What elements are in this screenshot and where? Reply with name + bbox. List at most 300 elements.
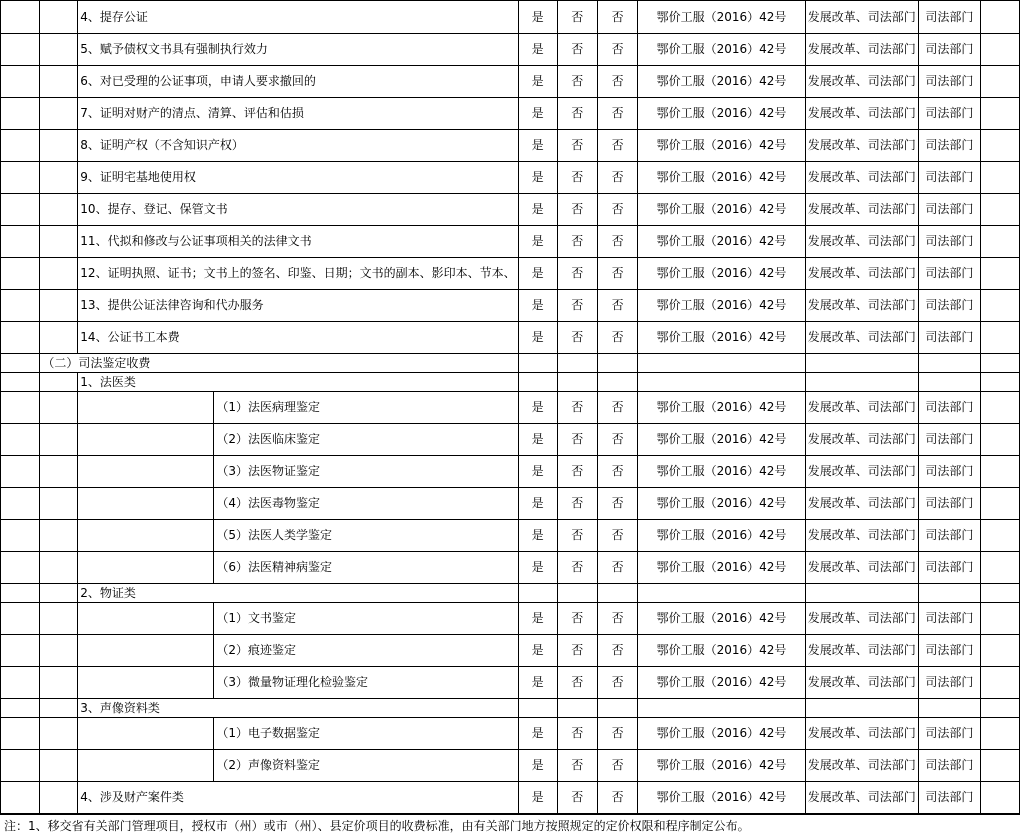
empty-cell <box>1 130 40 162</box>
yes-cell: 是 <box>518 718 557 750</box>
empty-cell <box>981 1 1020 34</box>
no-cell: 否 <box>557 603 597 635</box>
empty-cell <box>805 699 918 718</box>
empty-cell <box>1 226 40 258</box>
empty-cell <box>981 718 1020 750</box>
dept-cell: 司法部门 <box>918 322 980 354</box>
empty-cell <box>78 603 214 635</box>
empty-cell <box>1 354 40 373</box>
doc-cell: 鄂价工服（2016）42号 <box>638 424 805 456</box>
no-cell: 否 <box>597 66 638 98</box>
dept-cell: 发展改革、司法部门 <box>805 750 918 782</box>
empty-cell <box>1 322 40 354</box>
table-row <box>1 392 1020 424</box>
empty-cell <box>40 635 78 667</box>
empty-cell <box>981 290 1020 322</box>
empty-cell <box>918 354 980 373</box>
item-name: 14、公证书工本费 <box>78 322 518 354</box>
table-row <box>1 226 1020 258</box>
item-name: （2）声像资料鉴定 <box>214 750 518 782</box>
dept-cell: 发展改革、司法部门 <box>805 456 918 488</box>
empty-cell <box>40 322 78 354</box>
empty-cell <box>1 667 40 699</box>
table-row <box>1 488 1020 520</box>
item-name: （6）法医精神病鉴定 <box>214 552 518 584</box>
empty-cell <box>78 750 214 782</box>
doc-cell: 鄂价工服（2016）42号 <box>638 1 805 34</box>
item-name: 8、证明产权（不含知识产权） <box>78 130 518 162</box>
yes-cell: 是 <box>518 635 557 667</box>
no-cell: 否 <box>557 322 597 354</box>
empty-cell <box>981 424 1020 456</box>
doc-cell: 鄂价工服（2016）42号 <box>638 34 805 66</box>
no-cell: 否 <box>557 635 597 667</box>
table-row <box>1 98 1020 130</box>
footnote: 注：1、移交省有关部门管理项目，授权市（州）或市（州）、县定价项目的收费标准，由有关部门地方按照规定的定价权限和程序制定公布。 <box>0 814 1020 836</box>
empty-cell <box>1 584 40 603</box>
empty-cell <box>1 603 40 635</box>
empty-cell <box>981 699 1020 718</box>
doc-cell: 鄂价工服（2016）42号 <box>638 718 805 750</box>
doc-cell: 鄂价工服（2016）42号 <box>638 322 805 354</box>
empty-cell <box>78 520 214 552</box>
dept-cell: 司法部门 <box>918 750 980 782</box>
empty-cell <box>78 718 214 750</box>
dept-cell: 发展改革、司法部门 <box>805 782 918 814</box>
dept-cell: 发展改革、司法部门 <box>805 98 918 130</box>
empty-cell <box>981 635 1020 667</box>
yes-cell: 是 <box>518 226 557 258</box>
item-name: 6、对已受理的公证事项，申请人要求撤回的 <box>78 66 518 98</box>
dept-cell: 司法部门 <box>918 226 980 258</box>
item-name: （1）文书鉴定 <box>214 603 518 635</box>
yes-cell: 是 <box>518 782 557 814</box>
empty-cell <box>981 194 1020 226</box>
empty-cell <box>981 520 1020 552</box>
dept-cell: 发展改革、司法部门 <box>805 392 918 424</box>
empty-cell <box>981 488 1020 520</box>
item-name: 10、提存、登记、保管文书 <box>78 194 518 226</box>
dept-cell: 发展改革、司法部门 <box>805 258 918 290</box>
no-cell: 否 <box>557 258 597 290</box>
empty-cell <box>557 373 597 392</box>
item-name: （1）电子数据鉴定 <box>214 718 518 750</box>
empty-cell <box>981 258 1020 290</box>
item-name: （2）法医临床鉴定 <box>214 424 518 456</box>
no-cell: 否 <box>597 520 638 552</box>
no-cell: 否 <box>557 552 597 584</box>
table-row <box>1 130 1020 162</box>
empty-cell <box>78 456 214 488</box>
yes-cell: 是 <box>518 1 557 34</box>
empty-cell <box>918 373 980 392</box>
empty-cell <box>597 584 638 603</box>
table-row <box>1 162 1020 194</box>
empty-cell <box>805 373 918 392</box>
empty-cell <box>40 226 78 258</box>
yes-cell: 是 <box>518 162 557 194</box>
empty-cell <box>40 66 78 98</box>
yes-cell: 是 <box>518 552 557 584</box>
table-row <box>1 520 1020 552</box>
empty-cell <box>40 162 78 194</box>
dept-cell: 司法部门 <box>918 603 980 635</box>
yes-cell: 是 <box>518 194 557 226</box>
yes-cell: 是 <box>518 34 557 66</box>
empty-cell <box>981 98 1020 130</box>
item-name: 11、代拟和修改与公证事项相关的法律文书 <box>78 226 518 258</box>
empty-cell <box>638 584 805 603</box>
empty-cell <box>40 258 78 290</box>
item-name: （5）法医人类学鉴定 <box>214 520 518 552</box>
empty-cell <box>1 718 40 750</box>
doc-cell: 鄂价工服（2016）42号 <box>638 603 805 635</box>
empty-cell <box>40 424 78 456</box>
section-row <box>1 373 1020 392</box>
empty-cell <box>805 584 918 603</box>
empty-cell <box>518 699 557 718</box>
item-name: 12、证明执照、证书；文书上的签名、印鉴、日期；文书的副本、影印本、节本、 <box>78 258 518 290</box>
fee-table-body <box>1 1 1020 814</box>
no-cell: 否 <box>597 34 638 66</box>
table-row <box>1 635 1020 667</box>
empty-cell <box>40 98 78 130</box>
dept-cell: 司法部门 <box>918 258 980 290</box>
dept-cell: 发展改革、司法部门 <box>805 424 918 456</box>
yes-cell: 是 <box>518 290 557 322</box>
empty-cell <box>597 699 638 718</box>
item-name: 5、赋予债权文书具有强制执行效力 <box>78 34 518 66</box>
no-cell: 否 <box>557 98 597 130</box>
empty-cell <box>40 782 78 814</box>
no-cell: 否 <box>597 424 638 456</box>
table-row <box>1 552 1020 584</box>
empty-cell <box>597 354 638 373</box>
doc-cell: 鄂价工服（2016）42号 <box>638 194 805 226</box>
empty-cell <box>518 373 557 392</box>
dept-cell: 司法部门 <box>918 290 980 322</box>
empty-cell <box>1 699 40 718</box>
empty-cell <box>40 603 78 635</box>
empty-cell <box>40 392 78 424</box>
dept-cell: 司法部门 <box>918 66 980 98</box>
empty-cell <box>981 456 1020 488</box>
doc-cell: 鄂价工服（2016）42号 <box>638 750 805 782</box>
empty-cell <box>981 162 1020 194</box>
no-cell: 否 <box>597 258 638 290</box>
no-cell: 否 <box>597 718 638 750</box>
empty-cell <box>78 424 214 456</box>
no-cell: 否 <box>597 750 638 782</box>
empty-cell <box>981 322 1020 354</box>
dept-cell: 发展改革、司法部门 <box>805 130 918 162</box>
empty-cell <box>518 584 557 603</box>
empty-cell <box>981 130 1020 162</box>
doc-cell: 鄂价工服（2016）42号 <box>638 98 805 130</box>
no-cell: 否 <box>557 66 597 98</box>
empty-cell <box>1 258 40 290</box>
dept-cell: 发展改革、司法部门 <box>805 488 918 520</box>
table-row <box>1 290 1020 322</box>
empty-cell <box>1 98 40 130</box>
dept-cell: 发展改革、司法部门 <box>805 1 918 34</box>
empty-cell <box>1 1 40 34</box>
no-cell: 否 <box>557 488 597 520</box>
table-row <box>1 34 1020 66</box>
dept-cell: 司法部门 <box>918 34 980 66</box>
doc-cell: 鄂价工服（2016）42号 <box>638 635 805 667</box>
no-cell: 否 <box>557 226 597 258</box>
item-name: 7、证明对财产的清点、清算、评估和估损 <box>78 98 518 130</box>
yes-cell: 是 <box>518 258 557 290</box>
no-cell: 否 <box>557 34 597 66</box>
item-name: （1）法医病理鉴定 <box>214 392 518 424</box>
no-cell: 否 <box>557 424 597 456</box>
empty-cell <box>1 635 40 667</box>
empty-cell <box>40 699 78 718</box>
no-cell: 否 <box>597 322 638 354</box>
empty-cell <box>597 373 638 392</box>
section-title: （二）司法鉴定收费 <box>40 354 518 373</box>
doc-cell: 鄂价工服（2016）42号 <box>638 520 805 552</box>
yes-cell: 是 <box>518 424 557 456</box>
empty-cell <box>40 290 78 322</box>
doc-cell: 鄂价工服（2016）42号 <box>638 226 805 258</box>
empty-cell <box>1 34 40 66</box>
doc-cell: 鄂价工服（2016）42号 <box>638 392 805 424</box>
empty-cell <box>1 488 40 520</box>
dept-cell: 司法部门 <box>918 782 980 814</box>
yes-cell: 是 <box>518 66 557 98</box>
empty-cell <box>40 194 78 226</box>
item-name: 4、提存公证 <box>78 1 518 34</box>
doc-cell: 鄂价工服（2016）42号 <box>638 667 805 699</box>
empty-cell <box>1 194 40 226</box>
table-row <box>1 66 1020 98</box>
dept-cell: 司法部门 <box>918 392 980 424</box>
doc-cell: 鄂价工服（2016）42号 <box>638 456 805 488</box>
no-cell: 否 <box>557 1 597 34</box>
no-cell: 否 <box>597 162 638 194</box>
empty-cell <box>981 750 1020 782</box>
dept-cell: 发展改革、司法部门 <box>805 552 918 584</box>
no-cell: 否 <box>557 130 597 162</box>
dept-cell: 司法部门 <box>918 488 980 520</box>
doc-cell: 鄂价工服（2016）42号 <box>638 488 805 520</box>
section-row <box>1 354 1020 373</box>
empty-cell <box>40 456 78 488</box>
table-row <box>1 322 1020 354</box>
item-name: （4）法医毒物鉴定 <box>214 488 518 520</box>
empty-cell <box>40 34 78 66</box>
yes-cell: 是 <box>518 520 557 552</box>
empty-cell <box>981 603 1020 635</box>
no-cell: 否 <box>557 750 597 782</box>
empty-cell <box>40 552 78 584</box>
dept-cell: 司法部门 <box>918 98 980 130</box>
empty-cell <box>518 354 557 373</box>
dept-cell: 发展改革、司法部门 <box>805 226 918 258</box>
empty-cell <box>78 392 214 424</box>
empty-cell <box>78 552 214 584</box>
empty-cell <box>981 552 1020 584</box>
table-row <box>1 750 1020 782</box>
dept-cell: 司法部门 <box>918 1 980 34</box>
no-cell: 否 <box>597 290 638 322</box>
section-title: 2、物证类 <box>78 584 518 603</box>
dept-cell: 司法部门 <box>918 635 980 667</box>
item-name: 4、涉及财产案件类 <box>78 782 518 814</box>
doc-cell: 鄂价工服（2016）42号 <box>638 130 805 162</box>
no-cell: 否 <box>597 226 638 258</box>
empty-cell <box>40 667 78 699</box>
dept-cell: 发展改革、司法部门 <box>805 194 918 226</box>
dept-cell: 发展改革、司法部门 <box>805 66 918 98</box>
section-row <box>1 584 1020 603</box>
section-title: 3、声像资料类 <box>78 699 518 718</box>
no-cell: 否 <box>597 392 638 424</box>
empty-cell <box>78 667 214 699</box>
empty-cell <box>805 354 918 373</box>
dept-cell: 发展改革、司法部门 <box>805 520 918 552</box>
doc-cell: 鄂价工服（2016）42号 <box>638 782 805 814</box>
dept-cell: 发展改革、司法部门 <box>805 635 918 667</box>
dept-cell: 发展改革、司法部门 <box>805 322 918 354</box>
item-name: （3）法医物证鉴定 <box>214 456 518 488</box>
no-cell: 否 <box>597 603 638 635</box>
empty-cell <box>1 162 40 194</box>
yes-cell: 是 <box>518 667 557 699</box>
doc-cell: 鄂价工服（2016）42号 <box>638 552 805 584</box>
section-row <box>1 699 1020 718</box>
dept-cell: 司法部门 <box>918 520 980 552</box>
no-cell: 否 <box>597 130 638 162</box>
empty-cell <box>1 456 40 488</box>
section-title: 1、法医类 <box>78 373 518 392</box>
no-cell: 否 <box>557 194 597 226</box>
empty-cell <box>918 699 980 718</box>
item-name: 13、提供公证法律咨询和代办服务 <box>78 290 518 322</box>
table-row <box>1 603 1020 635</box>
empty-cell <box>981 66 1020 98</box>
no-cell: 否 <box>597 98 638 130</box>
empty-cell <box>557 699 597 718</box>
empty-cell <box>40 718 78 750</box>
empty-cell <box>981 782 1020 814</box>
empty-cell <box>40 130 78 162</box>
empty-cell <box>1 66 40 98</box>
table-row <box>1 194 1020 226</box>
empty-cell <box>918 584 980 603</box>
empty-cell <box>1 782 40 814</box>
empty-cell <box>1 552 40 584</box>
yes-cell: 是 <box>518 322 557 354</box>
no-cell: 否 <box>557 392 597 424</box>
empty-cell <box>557 354 597 373</box>
dept-cell: 发展改革、司法部门 <box>805 667 918 699</box>
yes-cell: 是 <box>518 130 557 162</box>
table-row <box>1 456 1020 488</box>
empty-cell <box>40 488 78 520</box>
empty-cell <box>557 584 597 603</box>
dept-cell: 司法部门 <box>918 194 980 226</box>
yes-cell: 是 <box>518 98 557 130</box>
no-cell: 否 <box>597 194 638 226</box>
dept-cell: 司法部门 <box>918 130 980 162</box>
no-cell: 否 <box>557 456 597 488</box>
no-cell: 否 <box>597 456 638 488</box>
no-cell: 否 <box>557 782 597 814</box>
empty-cell <box>40 750 78 782</box>
no-cell: 否 <box>557 290 597 322</box>
empty-cell <box>1 424 40 456</box>
dept-cell: 发展改革、司法部门 <box>805 603 918 635</box>
empty-cell <box>40 1 78 34</box>
table-row <box>1 782 1020 814</box>
empty-cell <box>638 373 805 392</box>
no-cell: 否 <box>557 667 597 699</box>
yes-cell: 是 <box>518 750 557 782</box>
dept-cell: 发展改革、司法部门 <box>805 718 918 750</box>
table-row <box>1 258 1020 290</box>
table-row <box>1 718 1020 750</box>
empty-cell <box>1 373 40 392</box>
dept-cell: 发展改革、司法部门 <box>805 290 918 322</box>
dept-cell: 司法部门 <box>918 667 980 699</box>
empty-cell <box>40 373 78 392</box>
empty-cell <box>981 584 1020 603</box>
dept-cell: 司法部门 <box>918 424 980 456</box>
empty-cell <box>981 226 1020 258</box>
no-cell: 否 <box>557 162 597 194</box>
empty-cell <box>1 290 40 322</box>
doc-cell: 鄂价工服（2016）42号 <box>638 290 805 322</box>
empty-cell <box>1 520 40 552</box>
item-name: （3）微量物证理化检验鉴定 <box>214 667 518 699</box>
dept-cell: 司法部门 <box>918 718 980 750</box>
yes-cell: 是 <box>518 456 557 488</box>
doc-cell: 鄂价工服（2016）42号 <box>638 162 805 194</box>
no-cell: 否 <box>557 718 597 750</box>
empty-cell <box>1 392 40 424</box>
dept-cell: 发展改革、司法部门 <box>805 162 918 194</box>
table-row <box>1 424 1020 456</box>
no-cell: 否 <box>597 782 638 814</box>
doc-cell: 鄂价工服（2016）42号 <box>638 258 805 290</box>
item-name: （2）痕迹鉴定 <box>214 635 518 667</box>
no-cell: 否 <box>597 667 638 699</box>
dept-cell: 司法部门 <box>918 456 980 488</box>
dept-cell: 司法部门 <box>918 552 980 584</box>
empty-cell <box>78 635 214 667</box>
no-cell: 否 <box>597 552 638 584</box>
empty-cell <box>981 392 1020 424</box>
empty-cell <box>40 520 78 552</box>
doc-cell: 鄂价工服（2016）42号 <box>638 66 805 98</box>
dept-cell: 发展改革、司法部门 <box>805 34 918 66</box>
empty-cell <box>40 584 78 603</box>
no-cell: 否 <box>597 635 638 667</box>
empty-cell <box>1 750 40 782</box>
empty-cell <box>638 699 805 718</box>
table-row <box>1 667 1020 699</box>
yes-cell: 是 <box>518 392 557 424</box>
empty-cell <box>981 667 1020 699</box>
empty-cell <box>981 373 1020 392</box>
no-cell: 否 <box>597 488 638 520</box>
table-row <box>1 1 1020 34</box>
no-cell: 否 <box>597 1 638 34</box>
